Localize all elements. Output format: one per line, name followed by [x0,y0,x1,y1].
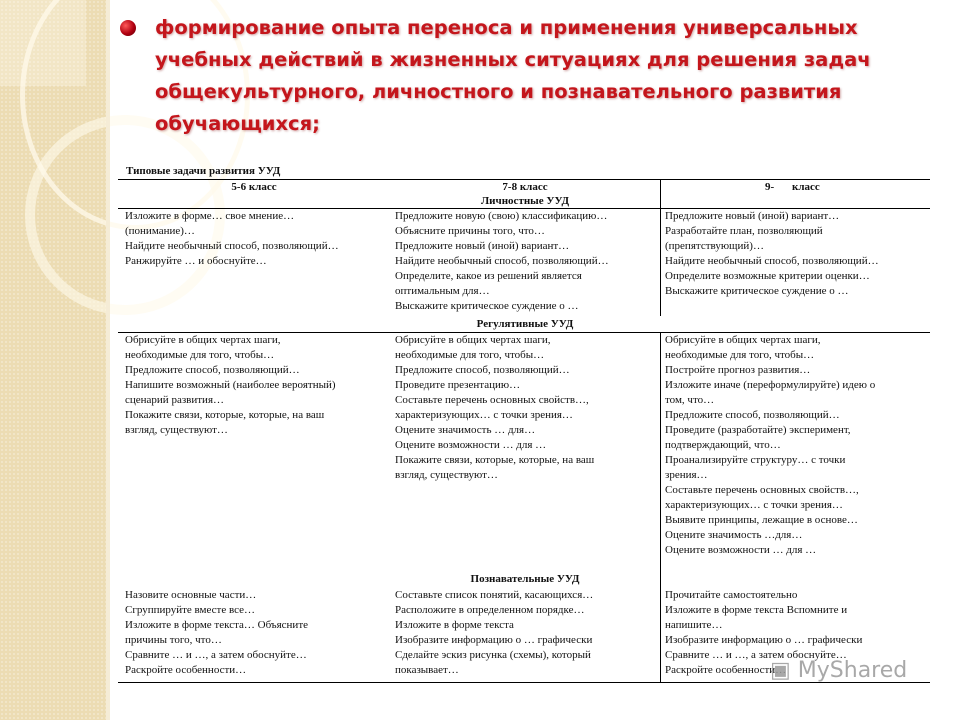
cell-line: характеризующих… с точки зрения… [665,499,843,511]
cell-line: Выскажите критическое суждение о … [395,300,579,312]
cell-line: Сгруппируйте вместе все… [125,604,256,616]
cell-line: показывает… [395,664,459,676]
watermark-logo: ▣ MyShared [770,658,908,683]
cell-line: Проведите презентацию… [395,379,521,391]
cell-line: Обрисуйте в общих чертах шаги, [125,334,281,346]
cell-line: Объясните причины того, что… [395,225,545,237]
cell-line: Сравните … и …, а затем обоснуйте… [125,649,307,661]
cell-line: Найдите необычный способ, позволяющий… [125,240,339,252]
cell-line: сценарий развития… [125,394,225,406]
cell-line: Покажите связи, которые, которые, на ваш [395,454,595,466]
band-edge [106,0,110,720]
watermark-text: MyShared [797,658,908,683]
cell-line: Выскажите критическое суждение о … [665,285,849,297]
cell-line: взгляд, существуют… [125,424,228,436]
cell-line: Изобразите информацию о … графически [665,634,863,646]
cell-line: Изложите иначе (переформулируйте) идею о [665,379,876,391]
column-header-9-class: класс [792,181,820,193]
cell-line: Расположите в определенном порядке… [395,604,585,616]
cell-line: Обрисуйте в общих чертах шаги, [395,334,551,346]
cell-line: Раскройте особенности… [125,664,247,676]
cell-line: Составьте перечень основных свойств…, [665,484,859,496]
column-divider [660,180,661,316]
cell-line: зрения… [665,469,708,481]
cell-line: Сравните … и …, а затем обоснуйте… [665,649,847,661]
cell-line: Назовите основные части… [125,589,257,601]
column-divider [660,588,661,682]
cell-line: Проанализируйте структуру… с точки [665,454,846,466]
table-cell-personal-col1 [125,209,339,269]
cell-line: Прочитайте самостоятельно [665,589,798,601]
cell-line: Предложите способ, позволяющий… [125,364,300,376]
cell-line: Разработайте план, позволяющий [665,225,823,237]
cell-line: Оцените возможности … для … [665,544,817,556]
cell-line: Обрисуйте в общих чертах шаги, [665,334,821,346]
column-divider [660,333,661,590]
cell-line: Определите, какое из решений является [395,270,582,282]
table-cell-cognitive-col2 [395,588,593,678]
cell-line: Изобразите информацию о … графически [395,634,593,646]
column-header-7-8: 7-8 класс [502,181,548,193]
cell-line: (препятствующий)… [665,240,764,252]
cell-line: Оцените возможности … для … [395,439,547,451]
cell-line: необходимые для того, чтобы… [395,349,545,361]
cell-line: оптимальным для… [395,285,490,297]
section-heading-cognitive: Познавательные УУД [470,573,580,585]
cell-line: напишите… [665,619,723,631]
cell-line: Оцените значимость …для… [665,529,803,541]
table-cell-regulatory-col1 [125,333,336,438]
cell-line: необходимые для того, чтобы… [125,349,275,361]
section-heading-personal: Личностные УУД [480,195,570,207]
cell-line: Изложите в форме… свое мнение… [125,210,295,222]
cell-line: Найдите необычный способ, позволяющий… [395,255,609,267]
cell-line: Предложите новую (свою) классификацию… [395,210,608,222]
cell-line: Составьте список понятий, касающихся… [395,589,594,601]
section-heading-regulatory: Регулятивные УУД [476,318,574,330]
table-cell-regulatory-col2 [395,333,594,483]
cell-line: причины того, что… [125,634,222,646]
cell-line: Напишите возможный (наиболее вероятный) [125,379,336,391]
cell-line: Ранжируйте … и обоснуйте… [125,255,267,267]
bullet-icon [120,20,136,36]
table-cell-personal-col3 [665,209,879,299]
cell-line: том, что… [665,394,715,406]
cell-line: Выявите принципы, лежащие в основе… [665,514,858,526]
cell-line: Покажите связи, которые, которые, на ваш [125,409,325,421]
table-cell-cognitive-col1 [125,588,308,678]
slide-title: формирование опыта переноса и применения универсальных учебных действий в жизненных ситуациях для решения задач общекультурного, личностного и познавательного развития обучающихся; [155,16,871,135]
cell-line: Составьте перечень основных свойств…, [395,394,589,406]
cell-line: Проведите (разработайте) эксперимент, [665,424,851,436]
cell-line: Раскройте особенности… [665,664,787,676]
cell-line: Сделайте эскиз рисунка (схемы), который [395,649,591,661]
cell-line: Предложите новый (иной) вариант… [665,210,840,222]
cell-line: Изложите в форме текста [395,619,514,631]
cell-line: подтверждающий, что… [665,439,781,451]
cell-line: необходимые для того, чтобы… [665,349,815,361]
cell-line: взгляд, существуют… [395,469,498,481]
decorative-side-band [0,0,106,720]
table-cell-personal-col2 [395,209,609,314]
table-caption: Типовые задачи развития УУД [126,165,281,177]
cell-line: Оцените значимость … для… [395,424,536,436]
cell-line: Постройте прогноз развития… [665,364,811,376]
cell-line: Предложите способ, позволяющий… [665,409,840,421]
table-cell-regulatory-col3 [665,333,875,558]
cell-line: Предложите новый (иной) вариант… [395,240,570,252]
cell-line: Найдите необычный способ, позволяющий… [665,255,879,267]
cell-line: характеризующих… с точки зрения… [395,409,573,421]
cell-line: (понимание)… [125,225,195,237]
cell-line: Предложите способ, позволяющий… [395,364,570,376]
cell-line: Изложите в форме текста Вспомните и [665,604,848,616]
cell-line: Изложите в форме текста… Объясните [125,619,309,631]
cell-line: Определите возможные критерии оценки… [665,270,870,282]
column-header-5-6: 5-6 класс [231,181,277,193]
column-header-9: 9- [765,181,775,193]
